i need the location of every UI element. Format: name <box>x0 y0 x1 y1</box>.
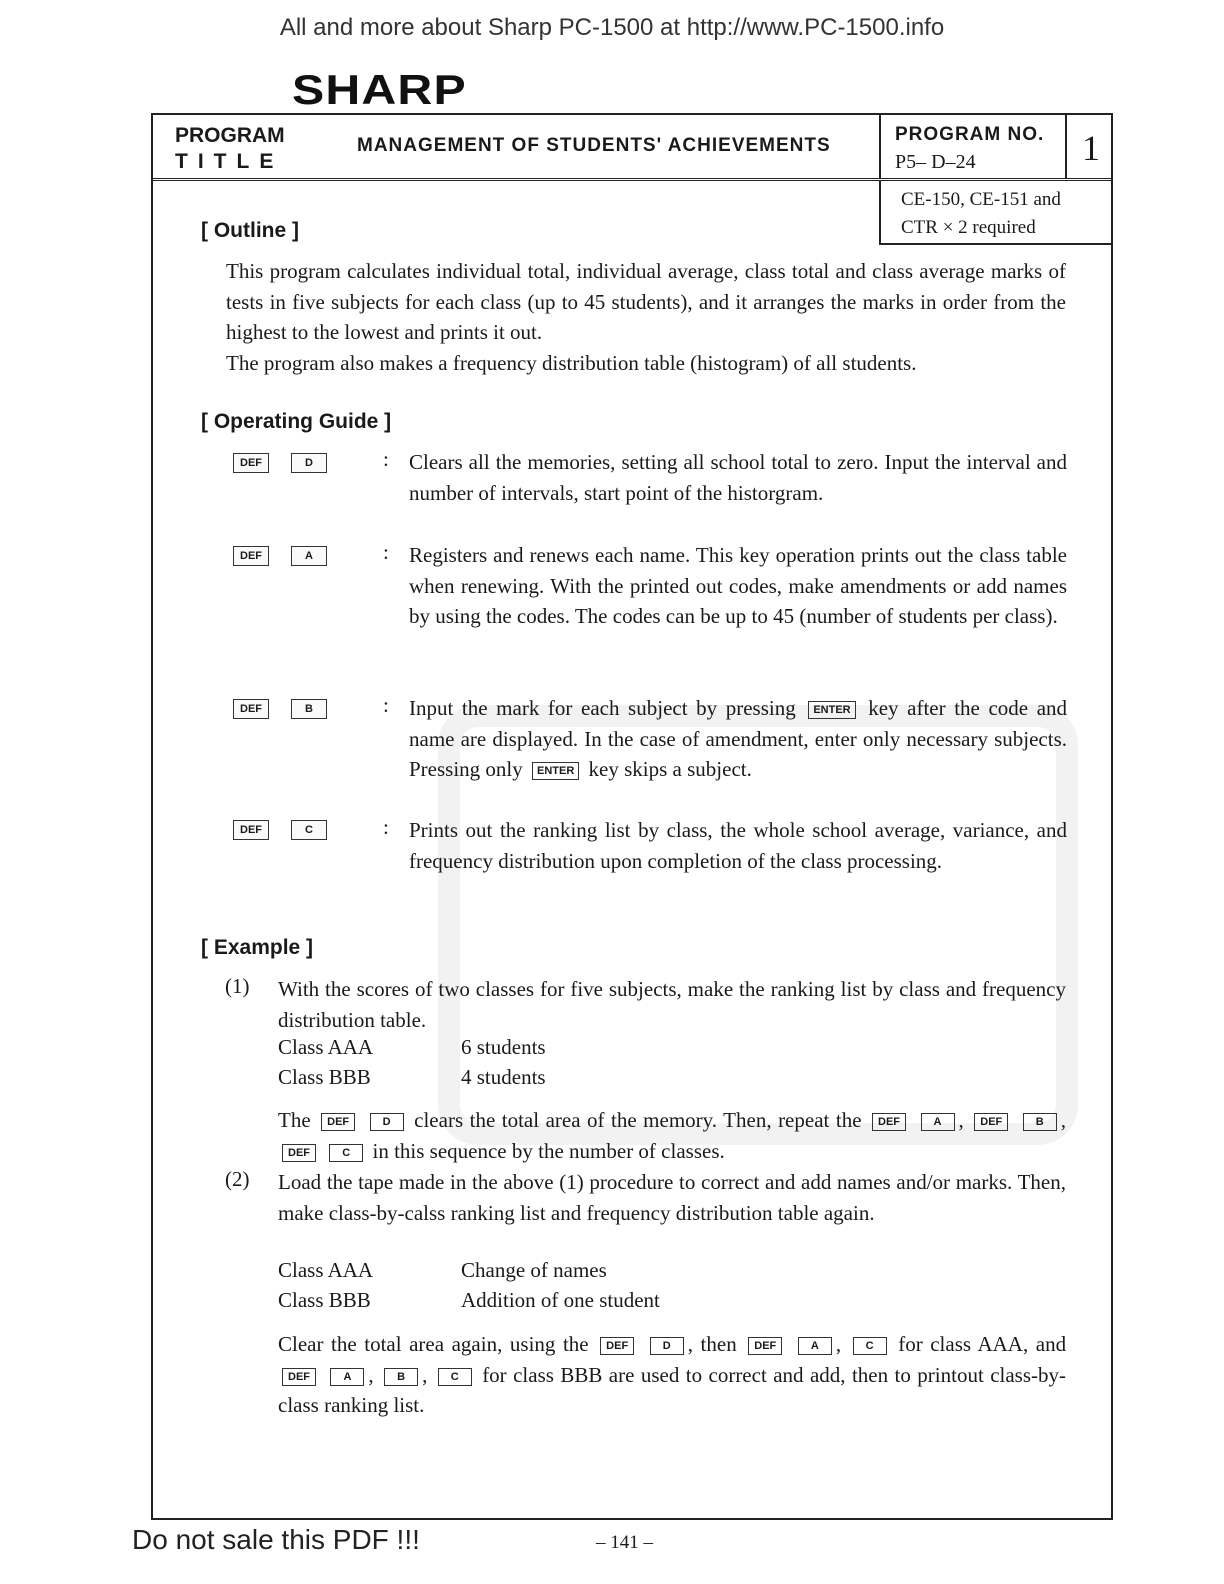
def-key: DEF <box>282 1368 316 1386</box>
requirement-line-1: CE-150, CE-151 and <box>901 189 1061 210</box>
footer-notice: Do not sale this PDF !!! <box>132 1524 420 1555</box>
guide-text-d: Clears all the memories, setting all school total to zero. Input the interval and number of intervals, start point of the historgram. <box>409 450 1067 505</box>
d-key: D <box>650 1337 684 1355</box>
requirement-line-2: CTR × 2 required <box>901 217 1036 238</box>
example-2-text: Load the tape made in the above (1) procedure to correct and add names and/or marks. Then, make class-by-calss ranking list and frequency distribution table again. <box>278 1170 1066 1225</box>
enter-key: ENTER <box>808 701 855 719</box>
b-key: B <box>384 1368 418 1386</box>
guide-text-b-part-1: Input the mark for each subject by pressing <box>409 696 796 720</box>
example-1-row-1-name: Class AAA <box>278 1035 374 1059</box>
sheet-number: 1 <box>1082 128 1100 168</box>
procedure-for-aaa: for class AAA, and <box>898 1332 1067 1356</box>
guide-text-b <box>409 693 1067 785</box>
guide-text-b-part-3: key skips a subject. <box>588 757 752 781</box>
example-2-row-1-name: Class AAA <box>278 1258 374 1282</box>
c-key: C <box>438 1368 472 1386</box>
a-key: A <box>798 1337 832 1355</box>
example-1-text: With the scores of two classes for five subjects, make the ranking list by class and frequency distribution table. <box>278 977 1066 1032</box>
outline-text <box>226 256 1066 378</box>
comma: , <box>835 1332 842 1356</box>
def-key: DEF <box>600 1337 634 1355</box>
def-key: DEF <box>233 699 269 719</box>
def-key: DEF <box>233 546 269 566</box>
sharp-logo: SHARP <box>292 66 467 113</box>
enter-key: ENTER <box>532 762 579 780</box>
program-title: MANAGEMENT OF STUDENTS' ACHIEVEMENTS <box>357 135 831 156</box>
procedure-word-the: The <box>278 1108 311 1132</box>
program-sheet <box>151 113 1113 1520</box>
b-key: B <box>291 699 327 719</box>
label-line-1: PROGRAM <box>175 124 285 147</box>
a-key: A <box>291 546 327 566</box>
outline-heading: [ Outline ] <box>201 219 299 242</box>
def-key: DEF <box>321 1113 355 1131</box>
label-line-2: TITLE <box>175 150 284 173</box>
colon: : <box>383 447 389 471</box>
procedure-clears: clears the total area of the memory. Then, repeat the <box>414 1108 862 1132</box>
example-2-row-2-name: Class BBB <box>278 1288 371 1312</box>
a-key: A <box>330 1368 364 1386</box>
colon: : <box>383 540 389 564</box>
operating-guide-heading: [ Operating Guide ] <box>201 410 392 433</box>
comma: , <box>368 1362 374 1387</box>
comma: , <box>958 1108 964 1132</box>
procedure-for-bbb: for class BBB are used to correct <box>482 1362 767 1387</box>
procedure-clear-again: Clear the total area again, using the <box>278 1332 589 1356</box>
guide-text-a: Registers and renews each name. This key operation prints out the class table when renewing. With the printed out codes, make amendments or add names by using the codes. The codes can be up to 45 (number of students per class). <box>409 543 1067 628</box>
guide-text-b-part-2: key after the code and name are displayed. In the case of amendment, enter only necessary subjects. Pressing only <box>409 696 1068 781</box>
procedure-then: , then <box>687 1332 737 1356</box>
example-2-row-1-value: Change of names <box>461 1258 607 1282</box>
program-number-cell <box>879 115 1067 179</box>
example-2-number: (2) <box>225 1167 250 1191</box>
c-key: C <box>329 1144 363 1162</box>
def-key: DEF <box>233 820 269 840</box>
program-title-label <box>175 123 285 175</box>
program-number-value: P5– D–24 <box>895 151 976 173</box>
colon: : <box>383 815 389 839</box>
page-number: – 141 – <box>596 1532 653 1553</box>
sheet-number-cell <box>1065 115 1115 179</box>
outline-paragraph-1: This program calculates individual total, individual average, class total and class average marks of tests in five subjects for each class (up to 45 students), and it arranges the marks in order from the highest to the lowest and prints it out. <box>226 259 1066 344</box>
program-number-label: PROGRAM NO. <box>895 124 1045 145</box>
example-2-procedure <box>278 1329 1066 1421</box>
site-banner: All and more about Sharp PC-1500 at http://www.PC-1500.info <box>279 14 945 41</box>
c-key: C <box>853 1337 887 1355</box>
example-heading: [ Example ] <box>201 936 314 959</box>
guide-text-c: Prints out the ranking list by class, the whole school average, variance, and frequency distribution upon completion of the class processing. <box>409 818 1067 873</box>
header-row <box>153 115 1111 181</box>
example-1-row-2-name: Class BBB <box>278 1065 371 1089</box>
a-key: A <box>921 1113 955 1131</box>
comma: , <box>1060 1108 1067 1132</box>
example-1-number: (1) <box>225 974 250 998</box>
example-1-procedure <box>278 1105 1066 1166</box>
def-key: DEF <box>233 453 269 473</box>
comma: , <box>422 1362 428 1387</box>
b-key: B <box>1023 1113 1057 1131</box>
example-1-row-1-value: 6 students <box>461 1035 546 1059</box>
outline-paragraph-2: The program also makes a frequency distribution table (histogram) of all students. <box>226 350 917 375</box>
def-key: DEF <box>748 1337 782 1355</box>
example-2-row-2-value: Addition of one student <box>461 1288 660 1312</box>
def-key: DEF <box>872 1113 906 1131</box>
d-key: D <box>291 453 327 473</box>
c-key: C <box>291 820 327 840</box>
colon: : <box>383 693 389 717</box>
d-key: D <box>370 1113 404 1131</box>
requirements-box <box>879 181 1113 245</box>
procedure-sequence: in this sequence by the number of classes. <box>372 1138 725 1163</box>
example-1-row-2-value: 4 students <box>461 1065 546 1089</box>
def-key: DEF <box>974 1113 1008 1131</box>
def-key: DEF <box>282 1144 316 1162</box>
procedure-end: and add, then to printout class-by-class ranking list. <box>278 1362 1067 1417</box>
